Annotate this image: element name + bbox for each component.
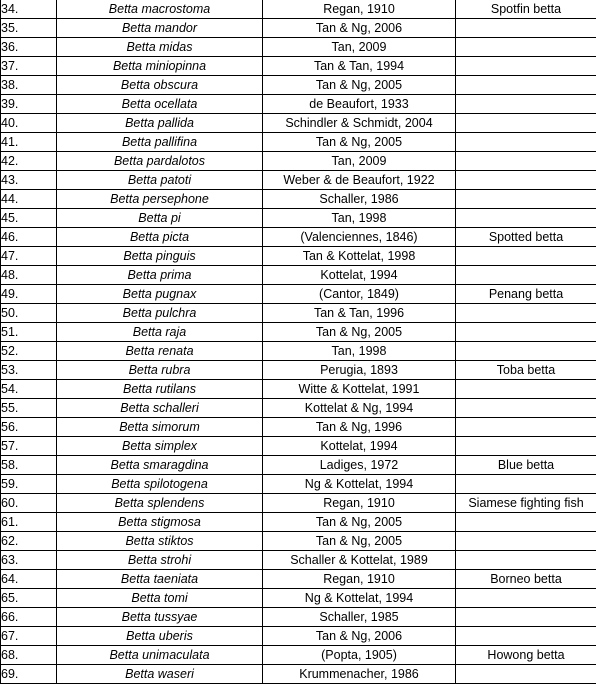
table-row [1,152,596,171]
row-number-cell: 62. [1,532,57,551]
species-name-cell: Betta rubra [57,361,263,380]
row-number-cell: 35. [1,19,57,38]
row-number-cell: 46. [1,228,57,247]
row-number-cell: 58. [1,456,57,475]
common-name-cell [456,114,596,133]
common-name-cell [456,627,596,646]
species-name-cell: Betta pugnax [57,285,263,304]
authority-cell: Tan & Ng, 2005 [263,323,456,342]
authority-cell: Tan & Ng, 2005 [263,76,456,95]
authority-cell: Tan & Ng, 2005 [263,133,456,152]
authority-cell: Schaller, 1985 [263,608,456,627]
table-row [1,513,596,532]
table-row [1,551,596,570]
authority-cell: Tan, 2009 [263,152,456,171]
authority-cell: Schaller & Kottelat, 1989 [263,551,456,570]
row-number-cell: 60. [1,494,57,513]
species-name-cell: Betta miniopinna [57,57,263,76]
species-name-cell: Betta tussyae [57,608,263,627]
table-row [1,304,596,323]
row-number-cell: 41. [1,133,57,152]
common-name-cell [456,475,596,494]
authority-cell: Regan, 1910 [263,494,456,513]
table-row [1,342,596,361]
row-number-cell: 34. [1,0,57,19]
species-name-cell: Betta pi [57,209,263,228]
common-name-cell [456,513,596,532]
common-name-cell [456,171,596,190]
common-name-cell [456,133,596,152]
authority-cell: Regan, 1910 [263,570,456,589]
authority-cell: Kottelat, 1994 [263,437,456,456]
common-name-cell [456,76,596,95]
authority-cell: Ng & Kottelat, 1994 [263,589,456,608]
species-name-cell: Betta simplex [57,437,263,456]
species-name-cell: Betta persephone [57,190,263,209]
table-row [1,323,596,342]
species-name-cell: Betta pulchra [57,304,263,323]
row-number-cell: 51. [1,323,57,342]
species-name-cell: Betta rutilans [57,380,263,399]
authority-cell: Kottelat & Ng, 1994 [263,399,456,418]
row-number-cell: 40. [1,114,57,133]
table-row [1,570,596,589]
row-number-cell: 49. [1,285,57,304]
authority-cell: Kottelat, 1994 [263,266,456,285]
table-row [1,380,596,399]
common-name-cell [456,589,596,608]
common-name-cell [456,532,596,551]
table-row [1,608,596,627]
row-number-cell: 43. [1,171,57,190]
common-name-cell: Blue betta [456,456,596,475]
authority-cell: Regan, 1910 [263,0,456,19]
row-number-cell: 66. [1,608,57,627]
species-name-cell: Betta splendens [57,494,263,513]
species-name-cell: Betta stigmosa [57,513,263,532]
authority-cell: Witte & Kottelat, 1991 [263,380,456,399]
row-number-cell: 55. [1,399,57,418]
row-number-cell: 65. [1,589,57,608]
row-number-cell: 61. [1,513,57,532]
table-row [1,95,596,114]
species-name-cell: Betta ocellata [57,95,263,114]
authority-cell: (Cantor, 1849) [263,285,456,304]
common-name-cell [456,209,596,228]
common-name-cell [456,323,596,342]
row-number-cell: 63. [1,551,57,570]
row-number-cell: 42. [1,152,57,171]
row-number-cell: 54. [1,380,57,399]
species-name-cell: Betta patoti [57,171,263,190]
row-number-cell: 64. [1,570,57,589]
table-row [1,57,596,76]
authority-cell: Tan & Tan, 1996 [263,304,456,323]
authority-cell: Perugia, 1893 [263,361,456,380]
table-row [1,266,596,285]
species-name-cell: Betta pinguis [57,247,263,266]
authority-cell: Schindler & Schmidt, 2004 [263,114,456,133]
row-number-cell: 69. [1,665,57,684]
table-row [1,418,596,437]
species-table-body [1,0,596,684]
authority-cell: Ng & Kottelat, 1994 [263,475,456,494]
common-name-cell [456,608,596,627]
row-number-cell: 52. [1,342,57,361]
row-number-cell: 68. [1,646,57,665]
authority-cell: Ladiges, 1972 [263,456,456,475]
authority-cell: Tan & Tan, 1994 [263,57,456,76]
common-name-cell [456,95,596,114]
common-name-cell [456,665,596,684]
species-name-cell: Betta strohi [57,551,263,570]
authority-cell: Tan & Ng, 2005 [263,513,456,532]
table-row [1,475,596,494]
row-number-cell: 44. [1,190,57,209]
authority-cell: Schaller, 1986 [263,190,456,209]
table-row [1,228,596,247]
common-name-cell [456,342,596,361]
table-row [1,665,596,684]
table-row [1,209,596,228]
species-name-cell: Betta pardalotos [57,152,263,171]
species-name-cell: Betta pallifina [57,133,263,152]
table-row [1,532,596,551]
species-name-cell: Betta uberis [57,627,263,646]
species-name-cell: Betta tomi [57,589,263,608]
species-name-cell: Betta stiktos [57,532,263,551]
table-row [1,114,596,133]
table-row [1,494,596,513]
authority-cell: Tan & Ng, 2006 [263,19,456,38]
row-number-cell: 53. [1,361,57,380]
species-name-cell: Betta mandor [57,19,263,38]
common-name-cell: Howong betta [456,646,596,665]
common-name-cell [456,190,596,209]
table-row [1,361,596,380]
table-row [1,19,596,38]
table-row [1,171,596,190]
common-name-cell [456,304,596,323]
authority-cell: Tan, 2009 [263,38,456,57]
common-name-cell [456,38,596,57]
table-row [1,190,596,209]
row-number-cell: 56. [1,418,57,437]
table-row [1,247,596,266]
common-name-cell [456,380,596,399]
common-name-cell [456,152,596,171]
common-name-cell [456,57,596,76]
species-name-cell: Betta renata [57,342,263,361]
row-number-cell: 37. [1,57,57,76]
common-name-cell: Toba betta [456,361,596,380]
row-number-cell: 38. [1,76,57,95]
common-name-cell [456,551,596,570]
table-row [1,627,596,646]
table-row [1,646,596,665]
table-row [1,437,596,456]
common-name-cell: Siamese fighting fish [456,494,596,513]
species-name-cell: Betta smaragdina [57,456,263,475]
species-name-cell: Betta pallida [57,114,263,133]
table-row [1,399,596,418]
species-name-cell: Betta macrostoma [57,0,263,19]
authority-cell: Krummenacher, 1986 [263,665,456,684]
table-row [1,76,596,95]
authority-cell: Tan & Ng, 2006 [263,627,456,646]
row-number-cell: 59. [1,475,57,494]
row-number-cell: 47. [1,247,57,266]
row-number-cell: 48. [1,266,57,285]
authority-cell: Tan & Ng, 1996 [263,418,456,437]
row-number-cell: 67. [1,627,57,646]
common-name-cell [456,19,596,38]
table-row [1,38,596,57]
species-name-cell: Betta simorum [57,418,263,437]
species-name-cell: Betta obscura [57,76,263,95]
authority-cell: Tan, 1998 [263,209,456,228]
row-number-cell: 50. [1,304,57,323]
species-name-cell: Betta unimaculata [57,646,263,665]
table-row [1,456,596,475]
row-number-cell: 57. [1,437,57,456]
authority-cell: (Popta, 1905) [263,646,456,665]
authority-cell: de Beaufort, 1933 [263,95,456,114]
row-number-cell: 39. [1,95,57,114]
common-name-cell [456,399,596,418]
species-name-cell: Betta taeniata [57,570,263,589]
common-name-cell [456,247,596,266]
table-row [1,133,596,152]
authority-cell: Tan, 1998 [263,342,456,361]
species-name-cell: Betta prima [57,266,263,285]
species-name-cell: Betta spilotogena [57,475,263,494]
authority-cell: Weber & de Beaufort, 1922 [263,171,456,190]
species-name-cell: Betta waseri [57,665,263,684]
species-name-cell: Betta midas [57,38,263,57]
authority-cell: Tan & Kottelat, 1998 [263,247,456,266]
common-name-cell [456,437,596,456]
common-name-cell: Penang betta [456,285,596,304]
common-name-cell: Spotted betta [456,228,596,247]
species-name-cell: Betta picta [57,228,263,247]
authority-cell: (Valenciennes, 1846) [263,228,456,247]
table-row [1,0,596,19]
table-row [1,589,596,608]
table-row [1,285,596,304]
species-name-cell: Betta schalleri [57,399,263,418]
authority-cell: Tan & Ng, 2005 [263,532,456,551]
row-number-cell: 36. [1,38,57,57]
common-name-cell: Spotfin betta [456,0,596,19]
common-name-cell [456,418,596,437]
common-name-cell [456,266,596,285]
common-name-cell: Borneo betta [456,570,596,589]
species-name-cell: Betta raja [57,323,263,342]
row-number-cell: 45. [1,209,57,228]
